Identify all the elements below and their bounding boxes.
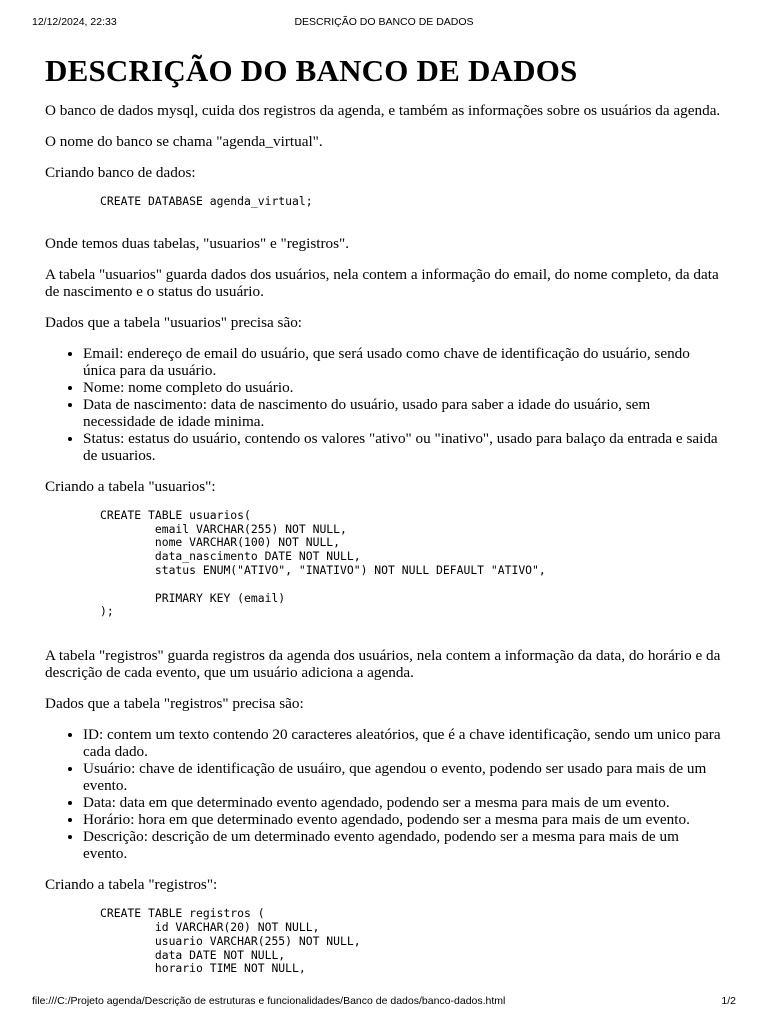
print-page-title: DESCRIÇÃO DO BANCO DE DADOS (294, 16, 474, 28)
list-item: • ID: contem um texto contendo 20 caracteres aleatórios, que é a chave identificação, sendo um unico para cada dado. (83, 726, 725, 760)
create-registros-label: Criando a tabela "registros": (45, 876, 218, 894)
usuarios-fields-label: Dados que a tabela "usuarios" precisa são: (45, 313, 303, 331)
file-url: file:///C:/Projeto agenda/Descrição de estruturas e funcionalidades/Banco de dados/banco-dados.html (32, 995, 506, 1007)
list-item: • Nome: nome completo do usuário. (83, 379, 725, 396)
list-item: • Horário: hora em que determinado evento agendado, podendo ser a mesma para mais de um evento. (83, 811, 725, 828)
print-footer (32, 995, 736, 1009)
usuarios-fields-list (45, 345, 725, 464)
intro-paragraph: O banco de dados mysql, cuida dos registros da agenda, e também as informações sobre os usuários da agenda. (45, 102, 721, 119)
page-number: 1/2 (721, 995, 736, 1007)
create-usuarios-code: CREATE TABLE usuarios( email VARCHAR(255) NOT NULL, nome VARCHAR(100) NOT NULL, data_nascimento DATE NOT NULL, status ENUM("ATIVO", "INATIVO") NOT NULL DEFAULT "ATIVO", PRIMARY KEY (email) ); (100, 507, 546, 619)
registros-fields-list (45, 726, 725, 862)
usuarios-description: A tabela "usuarios" guarda dados dos usuários, nela contem a informação do email, do nome completo, da data de nascimento e o status do usuário. (45, 265, 719, 300)
list-item: • Status: estatus do usuário, contendo os valores "ativo" ou "inativo", usado para balaço da entrada e saida de usuarios. (83, 430, 725, 464)
list-item: • Descrição: descrição de um determinado evento agendado, podendo ser a mesma para mais de um evento. (83, 828, 725, 862)
list-item: • Usuário: chave de identificação de usuáiro, que agendou o evento, podendo ser usado para mais de um evento. (83, 760, 725, 794)
tables-intro-paragraph: Onde temos duas tabelas, "usuarios" e "registros". (45, 234, 350, 252)
create-db-label: Criando banco de dados: (45, 164, 196, 181)
document-body (45, 52, 725, 1004)
registros-fields-label: Dados que a tabela "registros" precisa são: (45, 695, 304, 713)
print-header (32, 16, 736, 30)
registros-description: A tabela "registros" guarda registros da agenda dos usuários, nela contem a informação da data, do horário e da descrição de cada evento, que um usuário adiciona a agenda. (45, 647, 721, 682)
print-datetime: 12/12/2024, 22:33 (32, 16, 117, 28)
document-title: DESCRIÇÃO DO BANCO DE DADOS (45, 53, 578, 88)
list-item: • Data de nascimento: data de nascimento do usuário, usado para saber a idade do usuário, sem necessidade de idade minima. (83, 396, 725, 430)
create-usuarios-label: Criando a tabela "usuarios": (45, 477, 216, 495)
list-item: • Data: data em que determinado evento agendado, podendo ser a mesma para mais de um evento. (83, 794, 725, 811)
db-name-paragraph: O nome do banco se chama "agenda_virtual". (45, 133, 323, 150)
create-db-code: CREATE DATABASE agenda_virtual; (100, 194, 313, 208)
list-item: • Email: endereço de email do usuário, que será usado como chave de identificação do usuário, sendo única para da usuário. (83, 345, 725, 379)
create-registros-code: CREATE TABLE registros ( id VARCHAR(20) NOT NULL, usuario VARCHAR(255) NOT NULL, data DATE NOT NULL, horario TIME NOT NULL, (100, 906, 361, 976)
